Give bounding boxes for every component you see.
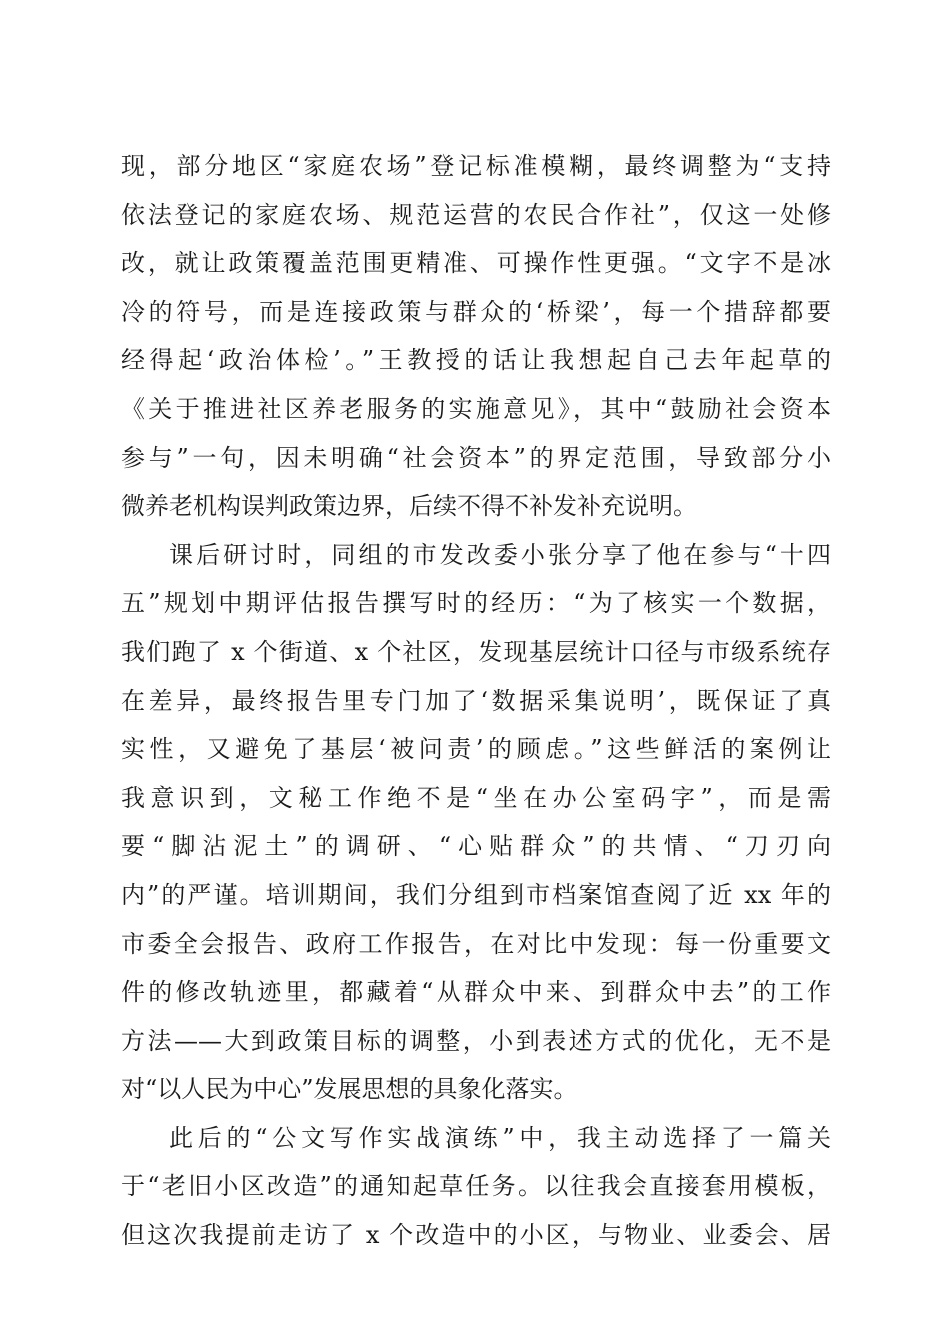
text-line: 方法——大到政策目标的调整，小到表述方式的优化，无不是 (121, 1026, 831, 1055)
text-line: 市委全会报告、政府工作报告，在对比中发现：每一份重要文 (121, 929, 831, 958)
text-line: 件的修改轨迹里，都藏着“从群众中来、到群众中去”的工作 (121, 978, 831, 1007)
text-line: 此后的“公文写作实战演练”中，我主动选择了一篇关 (169, 1123, 831, 1152)
text-line: 我意识到，文秘工作绝不是“坐在办公室码字”，而是需 (121, 783, 831, 812)
text-line: 内”的严谨。培训期间，我们分组到市档案馆查阅了近 xx 年的 (121, 880, 831, 909)
text-line: 微养老机构误判政策边界，后续不得不补发补充说明。 (121, 492, 697, 521)
text-line: 参与”一句，因未明确“社会资本”的界定范围，导致部分小 (121, 443, 831, 472)
document-body (121, 142, 831, 1260)
text-line: 但这次我提前走访了 x 个改造中的小区，与物业、业委会、居 (121, 1221, 831, 1250)
text-line: 冷的符号，而是连接政策与群众的‘桥梁’，每一个措辞都要 (121, 297, 831, 326)
text-line: 课后研讨时，同组的市发改委小张分享了他在参与“十四 (169, 540, 831, 569)
text-line: 现，部分地区“家庭农场”登记标准模糊，最终调整为“支持 (121, 152, 831, 180)
text-line: 依法登记的家庭农场、规范运营的农民合作社”，仅这一处修 (121, 200, 831, 229)
text-line: 在差异，最终报告里专门加了‘数据采集说明’，既保证了真 (121, 686, 831, 715)
text-line: 《关于推进社区养老服务的实施意见》，其中“鼓励社会资本 (121, 394, 831, 423)
paragraph-2 (121, 531, 831, 1114)
paragraph-3 (121, 1114, 831, 1260)
text-line: 经得起‘政治体检’。”王教授的话让我想起自己去年起草的 (121, 346, 831, 375)
text-line: 改，就让政策覆盖范围更精准、可操作性更强。“文字不是冰 (121, 249, 831, 278)
text-line: 要“脚沾泥土”的调研、“心贴群众”的共情、“刀刃向 (121, 832, 831, 861)
text-line: 五”规划中期评估报告撰写时的经历：“为了核实一个数据， (121, 589, 831, 618)
text-line: 我们跑了 x 个街道、x 个社区，发现基层统计口径与市级系统存 (121, 637, 831, 666)
text-line: 对“以人民为中心”发展思想的具象化落实。 (121, 1075, 578, 1104)
paragraph-1 (121, 142, 831, 531)
text-line: 实性，又避免了基层‘被问责’的顾虑。”这些鲜活的案例让 (121, 735, 831, 764)
text-line: 于“老旧小区改造”的通知起草任务。以往我会直接套用模板， (121, 1172, 831, 1201)
